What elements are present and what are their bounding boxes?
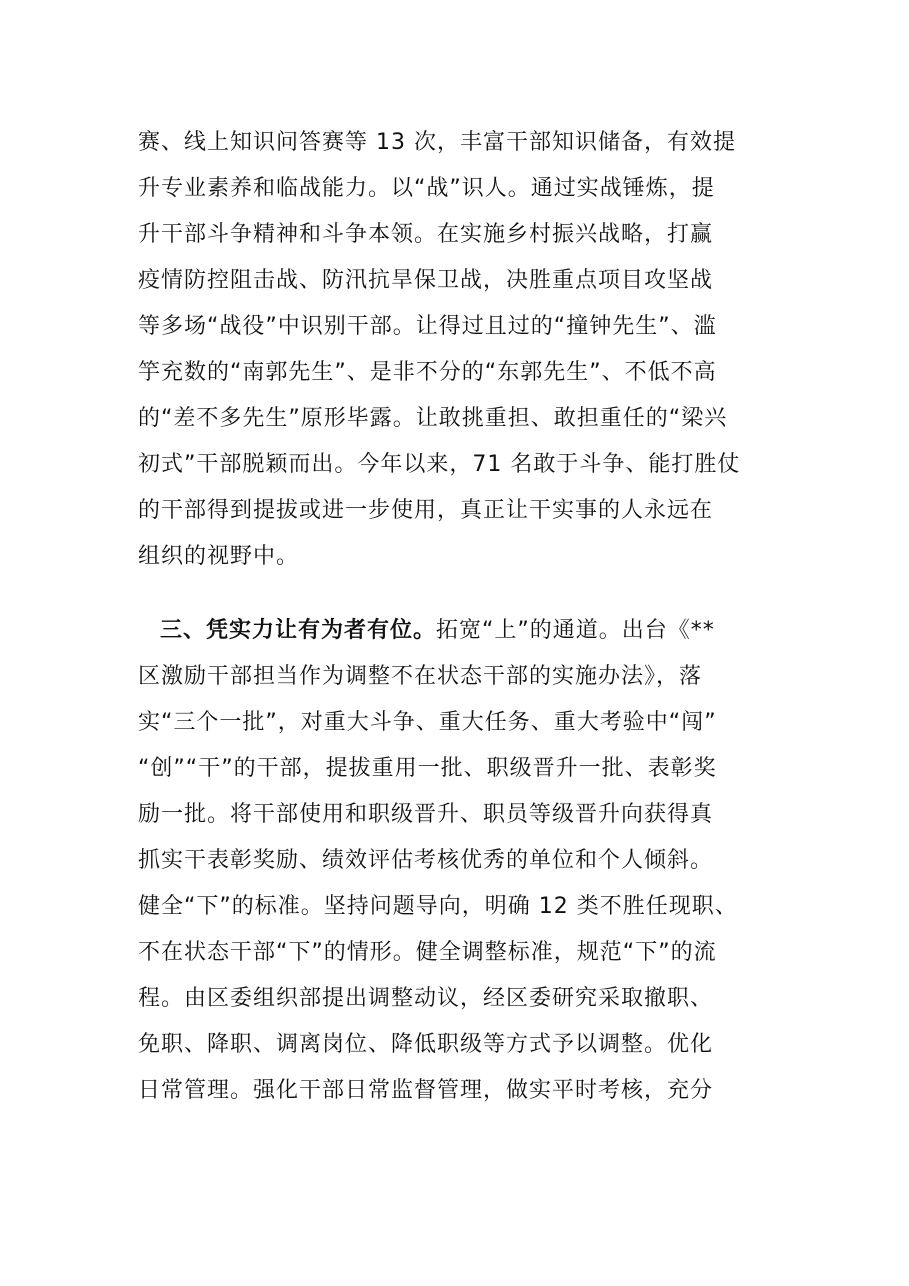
paragraph-2-first-line — [138, 608, 778, 654]
text-line: 不在状态干部“下”的情形。健全调整标准，规范“下”的流 — [138, 940, 717, 965]
text-line: 日常管理。强化干部日常监督管理，做实平时考核，充分 — [138, 1078, 714, 1103]
text-line: 健全“下”的标准。坚持问题导向，明确 12 类不胜任现职、 — [138, 894, 738, 919]
text-line: 升干部斗争精神和斗争本领。在实施乡村振兴战略，打赢 — [138, 222, 714, 247]
text-line: 组织的视野中。 — [138, 544, 300, 569]
text-line: 区激励干部担当作为调整不在状态干部的实施办法》，落 — [138, 664, 703, 689]
text-line: 抓实干表彰奖励、绩效评估考核优秀的单位和个人倾斜。 — [138, 848, 714, 873]
text-line: 程。由区委组织部提出调整动议，经区委研究采取撤职、 — [138, 986, 714, 1011]
section-heading: 三、凭实力让有为者有位。 — [160, 618, 437, 643]
text-line: “创”“干”的干部，提拔重用一批、职级晋升一批、表彰奖 — [138, 756, 717, 781]
text-run: 拓宽“上”的通道。出台《** — [436, 618, 715, 643]
text-line: 竽充数的“南郭先生”、是非不分的“东郭先生”、不低不高 — [138, 360, 717, 385]
text-line: 的干部得到提拔或进一步使用，真正让干实事的人永远在 — [138, 498, 714, 523]
text-line: 疫情防控阻击战、防汛抗旱保卫战，决胜重点项目攻坚战 — [138, 268, 714, 293]
text-line: 等多场“战役”中识别干部。让得过且过的“撞钟先生”、滥 — [138, 314, 717, 339]
text-line: 实“三个一批”，对重大斗争、重大任务、重大考验中“闯” — [138, 710, 717, 735]
text-line: 免职、降职、调离岗位、降低职级等方式予以调整。优化 — [138, 1032, 714, 1057]
text-line: 初式”干部脱颖而出。今年以来，71 名敢于斗争、能打胜仗 — [138, 452, 741, 477]
text-line: 的“差不多先生”原形毕露。让敢挑重担、敢担重任的“梁兴 — [138, 406, 728, 431]
paragraph-1 — [138, 120, 778, 580]
text-line: 升专业素养和临战能力。以“战”识人。通过实战锤炼，提 — [138, 176, 715, 201]
paragraph-2 — [138, 608, 778, 1114]
text-line: 赛、线上知识问答赛等 13 次，丰富干部知识储备，有效提 — [138, 130, 736, 155]
text-line: 励一批。将干部使用和职级晋升、职员等级晋升向获得真 — [138, 802, 714, 827]
